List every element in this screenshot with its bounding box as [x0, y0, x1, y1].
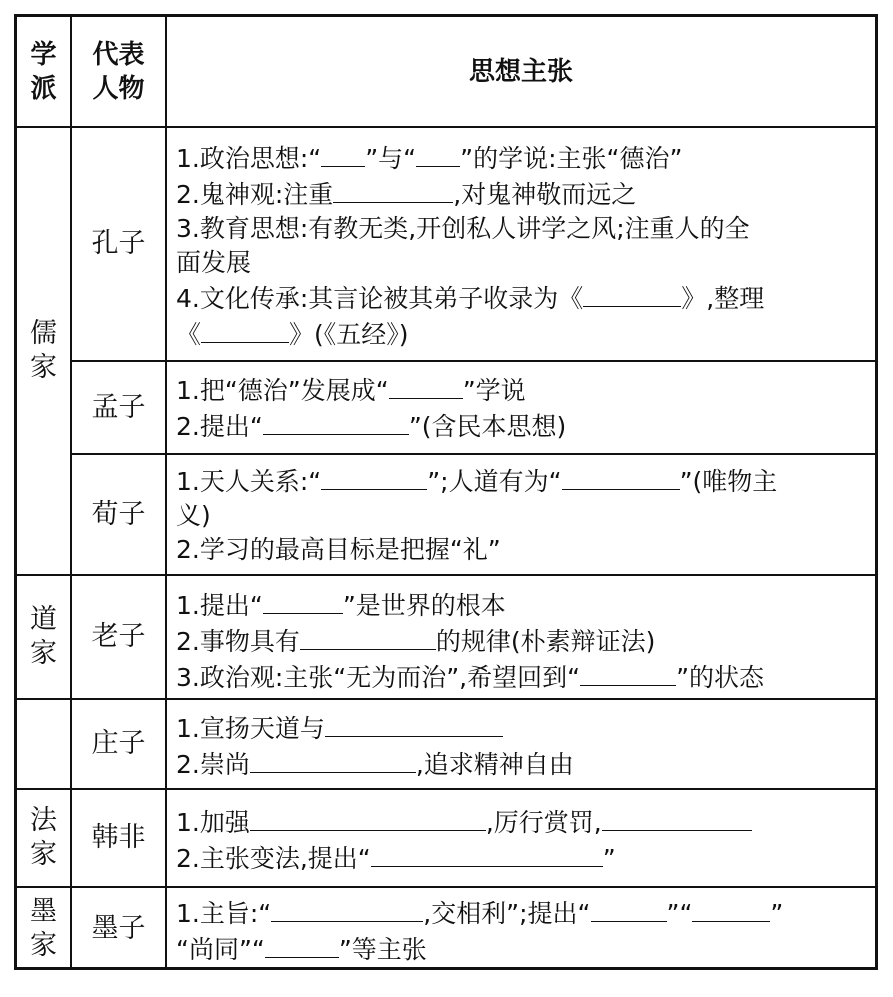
fill-in-blank[interactable]: [602, 804, 752, 831]
person-name: 墨子: [91, 913, 146, 944]
person-cell: [72, 455, 165, 574]
idea-text: ”(含民本思想): [408, 412, 567, 441]
fill-in-blank[interactable]: [416, 140, 460, 167]
school-char: 家: [30, 638, 57, 669]
idea-text: 3.教育思想:有教无类,开创私人讲学之风;注重人的全: [176, 214, 750, 243]
idea-text: ”“: [666, 899, 693, 928]
idea-text: 的规律(朴素辩证法): [435, 627, 656, 656]
idea-text: “尚同”“: [176, 935, 265, 964]
header-person: [72, 17, 165, 126]
idea-text: 《: [176, 320, 202, 349]
idea-text: ,厉行赏罚,: [485, 808, 602, 837]
idea-line: [176, 140, 764, 176]
divider-row: [70, 360, 878, 362]
idea-text: ,对鬼神敬而远之: [453, 180, 637, 209]
header-person-line: 人物: [92, 73, 145, 104]
idea-line: [176, 176, 764, 212]
fill-in-blank[interactable]: [321, 463, 427, 490]
header-person-line: 代表: [92, 39, 145, 70]
idea-text: ”;人道有为“: [427, 467, 562, 496]
idea-text: 4.文化传承:其言论被其弟子收录为《: [176, 284, 584, 313]
person-cell: [72, 700, 165, 788]
idea-text: ”是世界的根本: [342, 591, 506, 620]
idea-text: 2.主张变法,提出“: [176, 844, 371, 873]
idea-text: ”(唯物主: [679, 467, 778, 496]
idea-line: [176, 408, 566, 444]
idea-text: 1.天人关系:“: [176, 467, 322, 496]
ideas-cell: [176, 710, 574, 782]
person-cell: [72, 362, 165, 453]
fill-in-blank[interactable]: [321, 140, 365, 167]
ideas-cell: [176, 587, 764, 695]
idea-line: [176, 659, 764, 695]
divider-row: [70, 453, 878, 455]
idea-text: 义): [176, 501, 211, 530]
idea-line: [176, 463, 777, 499]
idea-text: 1.提出“: [176, 591, 263, 620]
person-cell: [72, 888, 165, 970]
fill-in-blank[interactable]: [583, 280, 681, 307]
fill-in-blank[interactable]: [580, 659, 676, 686]
fill-in-blank[interactable]: [263, 587, 343, 614]
idea-text: 2.学习的最高目标是把握“礼”: [176, 535, 501, 564]
school-char: 道: [30, 604, 57, 635]
idea-line: [176, 280, 764, 316]
fill-in-blank[interactable]: [271, 895, 423, 922]
idea-text: 3.政治观:主张“无为而治”,希望回到“: [176, 663, 581, 692]
idea-line: [176, 931, 783, 967]
fill-in-blank[interactable]: [265, 931, 339, 958]
person-cell: [72, 790, 165, 886]
idea-text: ”的状态: [676, 663, 765, 692]
idea-line: [176, 746, 574, 782]
idea-text: ,交相利”;提出“: [423, 899, 591, 928]
header-ideas: [167, 17, 875, 126]
school-char: 家: [30, 352, 57, 383]
fill-in-blank[interactable]: [692, 895, 770, 922]
person-cell: [72, 576, 165, 698]
fill-in-blank[interactable]: [389, 372, 463, 399]
idea-text: 2.事物具有: [176, 627, 300, 656]
ideas-cell: [176, 372, 566, 444]
idea-line: [176, 804, 752, 840]
idea-line: [176, 533, 777, 567]
idea-line: [176, 895, 783, 931]
ideas-cell: [176, 140, 764, 352]
school-char: 法: [30, 805, 57, 836]
person-cell: [72, 128, 165, 360]
fill-in-blank[interactable]: [250, 746, 416, 773]
idea-text: 》,整理: [681, 284, 765, 313]
idea-line: [176, 587, 764, 623]
person-name: 孔子: [91, 228, 146, 259]
idea-text: ”学说: [462, 376, 526, 405]
header-ideas-text: 思想主张: [468, 56, 573, 87]
idea-text: ”的学说:主张“德治”: [460, 144, 683, 173]
idea-line: [176, 316, 764, 352]
ideas-cell: [176, 895, 783, 967]
idea-text: 面发展: [176, 248, 252, 277]
idea-text: 1.宣扬天道与: [176, 714, 325, 743]
idea-text: 1.加强: [176, 808, 250, 837]
header-school-char: 学: [30, 39, 57, 70]
school-char: 家: [30, 839, 57, 870]
school-rujia: [17, 128, 70, 574]
idea-text: 1.主旨:“: [176, 899, 272, 928]
idea-text: 1.把“德治”发展成“: [176, 376, 389, 405]
idea-text: 》(《五经》): [289, 320, 409, 349]
fill-in-blank[interactable]: [371, 840, 603, 867]
header-school-char: 派: [30, 73, 57, 104]
person-name: 韩非: [91, 822, 146, 853]
school-mojia: [17, 888, 70, 970]
divider-col2: [165, 14, 167, 970]
person-name: 荀子: [91, 498, 146, 530]
school-daojia: [17, 576, 70, 698]
ideas-cell: [176, 463, 777, 567]
idea-text: 1.政治思想:“: [176, 144, 322, 173]
school-fajia: [17, 790, 70, 886]
fill-in-blank[interactable]: [263, 408, 409, 435]
fill-in-blank[interactable]: [562, 463, 680, 490]
idea-text: ”: [770, 899, 784, 928]
idea-text: ”: [602, 844, 616, 873]
fill-in-blank[interactable]: [333, 176, 453, 203]
header-school: [17, 17, 70, 126]
school-char: 墨: [30, 896, 57, 927]
school-char: 家: [30, 930, 57, 961]
fill-in-blank[interactable]: [325, 710, 503, 737]
idea-text: ”与“: [365, 144, 417, 173]
person-name: 老子: [91, 621, 146, 652]
idea-text: 2.崇尚: [176, 750, 250, 779]
idea-line: [176, 840, 752, 876]
idea-text: ,追求精神自由: [415, 750, 574, 779]
fill-in-blank[interactable]: [591, 895, 667, 922]
idea-text: 2.提出“: [176, 412, 263, 441]
idea-line: [176, 623, 764, 659]
ideas-cell: [176, 804, 752, 876]
idea-text: 2.鬼神观:注重: [176, 180, 334, 209]
idea-line: [176, 372, 566, 408]
idea-line: [176, 499, 777, 533]
fill-in-blank[interactable]: [201, 316, 289, 343]
fill-in-blank[interactable]: [300, 623, 436, 650]
fill-in-blank[interactable]: [250, 804, 486, 831]
idea-line: [176, 212, 764, 246]
person-name: 孟子: [91, 391, 146, 423]
person-name: 庄子: [91, 728, 146, 759]
school-char: 儒: [30, 318, 57, 349]
idea-line: [176, 246, 764, 280]
idea-line: [176, 710, 574, 746]
idea-text: ”等主张: [338, 935, 427, 964]
